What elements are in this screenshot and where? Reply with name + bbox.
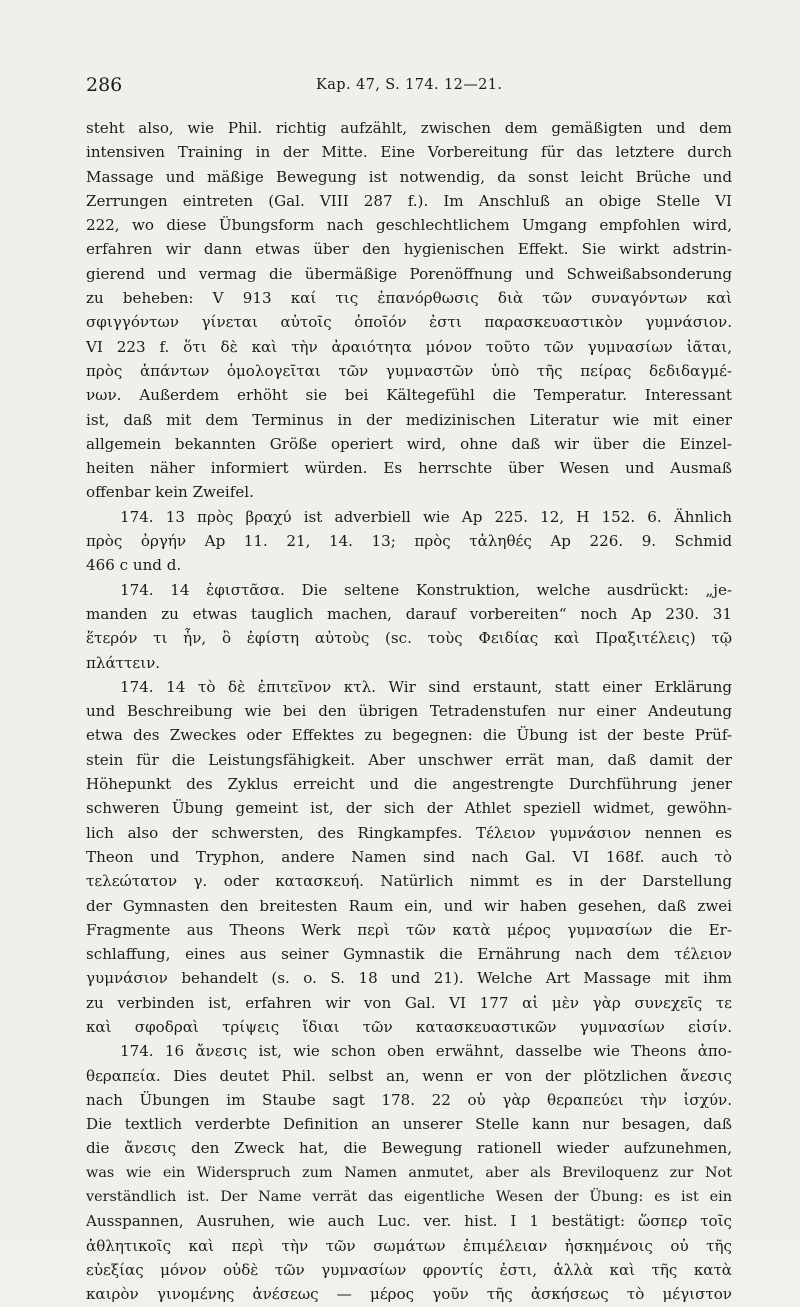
text-line: gierend und vermag die übermäßige Porenöffnung und Schweißabsonderung (86, 264, 732, 283)
text-line: καιρὸν γινομένης ἀνέσεως — μέρος γοῦν τῆς ἀσκήσεως τὸ μέγιστον (86, 1285, 732, 1304)
text-line: Ausspannen, Ausruhen, wie auch Luc. ver. hist. I 1 bestätigt: ὥσπερ τοῖς (86, 1212, 732, 1231)
text-line: 174. 16 ἄνεσις ist, wie schon oben erwähnt, dasselbe wie Theons ἀπο- (120, 1042, 732, 1061)
text-line: verständlich ist. Der Name verrät das eigentliche Wesen der Übung: es ist ein (86, 1189, 732, 1206)
text-line: ist, daß mit dem Terminus in der medizinischen Literatur wie mit einer (86, 410, 732, 429)
text-line: zu verbinden ist, erfahren wir von Gal. VI 177 αἱ μὲν γὰρ συνεχεῖς τε (86, 993, 732, 1012)
running-head: Kap. 47, S. 174. 12—21. (316, 77, 503, 93)
text-line: die ἄνεσις den Zweck hat, die Bewegung rationell wieder aufzunehmen, (86, 1139, 732, 1158)
text-line: etwa des Zweckes oder Effektes zu begegnen: die Übung ist der beste Prüf- (86, 726, 732, 745)
page-number: 286 (86, 74, 123, 96)
text-line: Theon und Tryphon, andere Namen sind nach Gal. VI 168f. auch τὸ (86, 847, 732, 866)
text-line: πρὸς ἁπάντων ὁμολογεῖται τῶν γυμναστῶν ὑπὸ τῆς πείρας δεδιδαγμέ- (86, 361, 732, 380)
text-line: offenbar kein Zweifel. (86, 483, 254, 502)
text-line: σφιγγόντων γίνεται αὐτοῖς ὁποῖόν ἐστι παρασκευαστικὸν γυμνάσιον. (86, 313, 732, 332)
text-line: intensiven Training in der Mitte. Eine Vorbereitung für das letztere durch (86, 143, 732, 162)
text-line: lich also der schwersten, des Ringkampfes. Τέλειον γυμνάσιον nennen es (86, 823, 732, 842)
text-line: steht also, wie Phil. richtig aufzählt, zwischen dem gemäßigten und dem (86, 119, 732, 137)
text-line: nach Übungen im Staube sagt 178. 22 οὐ γὰρ θεραπεύει τὴν ἰσχύν. (86, 1090, 732, 1109)
text-line: allgemein bekannten Größe operiert wird, ohne daß wir über die Einzel- (86, 434, 732, 453)
text-line: 222, wo diese Übungsform nach geschlechtlichem Umgang empfohlen wird, (86, 216, 732, 235)
text-line: Fragmente aus Theons Werk περὶ τῶν κατὰ μέρος γυμνασίων die Er- (86, 920, 732, 939)
page-header (86, 74, 716, 100)
text-line: schweren Übung gemeint ist, der sich der Athlet speziell widmet, gewöhn- (86, 799, 732, 818)
text-line: heiten näher informiert würden. Es herrschte über Wesen und Ausmaß (86, 459, 732, 478)
text-line: der Gymnasten den breitesten Raum ein, und wir haben gesehen, daß zwei (86, 896, 732, 915)
text-line: VI 223 f. ὅτι δὲ καὶ τὴν ἀραιότητα μόνον τοῦτο τῶν γυμνασίων ἰᾶται, (86, 337, 732, 356)
text-line: ἀθλητικοῖς καὶ περὶ τὴν τῶν σωμάτων ἐπιμέλειαν ἠσκημένοις οὐ τῆς (86, 1236, 732, 1255)
text-line: 174. 14 τὸ δὲ ἐπιτεῖνον κτλ. Wir sind erstaunt, statt einer Erklärung (120, 677, 732, 696)
text-line: εὐεξίας μόνον οὐδὲ τῶν γυμνασίων φροντίς ἐστι, ἀλλὰ καὶ τῆς κατὰ (86, 1260, 732, 1279)
text-line: stein für die Leistungsfähigkeit. Aber unschwer errät man, daß damit der (86, 750, 732, 769)
text-line: Massage und mäßige Bewegung ist notwendig, da sonst leicht Brüche und (86, 167, 732, 186)
text-line: und Beschreibung wie bei den übrigen Tetradenstufen nur einer Andeutung (86, 702, 732, 721)
text-line: νων. Außerdem erhöht sie bei Kältegefühl die Temperatur. Interessant (86, 386, 732, 405)
text-line: Die textlich verderbte Definition an unserer Stelle kann nur besagen, daß (86, 1115, 732, 1134)
text-line: τελεώτατον γ. oder κατασκευή. Natürlich nimmt es in der Darstellung (86, 872, 732, 891)
text-line: πρὸς ὀργήν Ap 11. 21, 14. 13; πρὸς τἀληθές Ap 226. 9. Schmid (86, 532, 732, 551)
text-line: πλάττειν. (86, 653, 161, 672)
text-line: zu beheben: V 913 καί τις ἐπανόρθωσις διὰ τῶν συναγόντων καὶ (86, 289, 732, 308)
text-line: 174. 14 ἐφιστᾶσα. Die seltene Konstruktion, welche ausdrückt: „je- (120, 580, 732, 599)
text-line: Zerrungen eintreten (Gal. VIII 287 f.). Im Anschluß an obige Stelle VI (86, 191, 732, 210)
text-line: was wie ein Widerspruch zum Namen anmutet, aber als Breviloquenz zur Not (86, 1164, 732, 1181)
text-line: καὶ σφοδραὶ τρίψεις ἴδιαι τῶν κατασκευαστικῶν γυμνασίων εἰσίν. (86, 1017, 732, 1036)
text-line: schlaffung, eines aus seiner Gymnastik die Ernährung nach dem τέλειον (86, 945, 732, 964)
text-line: ἕτερόν τι ἦν, ὃ ἐφίστη αὐτοὺς (sc. τοὺς Φειδίας καὶ Πραξιτέλεις) τῷ (86, 629, 732, 648)
text-line: manden zu etwas tauglich machen, darauf vorbereiten“ noch Ap 230. 31 (86, 604, 732, 623)
text-line: 174. 13 πρὸς βραχύ ist adverbiell wie Ap 225. 12, H 152. 6. Ähnlich (120, 507, 732, 526)
text-line: erfahren wir dann etwas über den hygienischen Effekt. Sie wirkt adstrin- (86, 240, 732, 259)
text-line: 466 c und d. (86, 556, 182, 575)
text-line: Höhepunkt des Zyklus erreicht und die angestrengte Durchführung jener (86, 775, 732, 794)
text-line: θεραπεία. Dies deutet Phil. selbst an, wenn er von der plötzlichen ἄνεσις (86, 1066, 732, 1085)
body-text (86, 116, 732, 1307)
text-line: γυμνάσιον behandelt (s. o. S. 18 und 21). Welche Art Massage mit ihm (86, 969, 732, 988)
